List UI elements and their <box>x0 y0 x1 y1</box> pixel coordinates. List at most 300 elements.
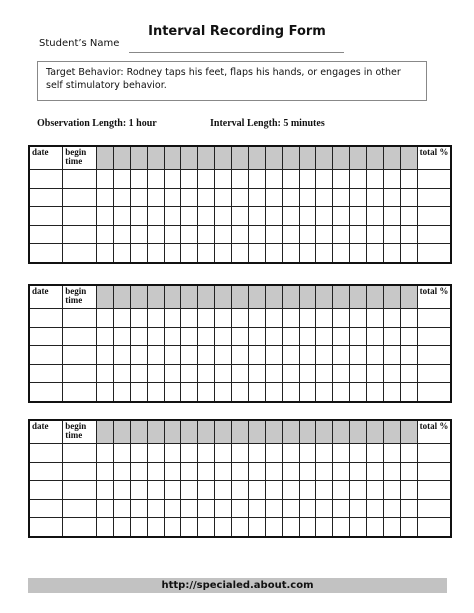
record-cell[interactable] <box>29 364 63 383</box>
record-cell[interactable] <box>181 327 198 346</box>
record-cell[interactable] <box>130 481 147 500</box>
record-cell[interactable] <box>350 207 367 226</box>
record-cell[interactable] <box>299 309 316 328</box>
record-cell[interactable] <box>367 225 384 244</box>
record-cell[interactable] <box>232 225 249 244</box>
record-cell[interactable] <box>383 346 400 365</box>
record-cell[interactable] <box>350 499 367 518</box>
record-cell[interactable] <box>400 207 417 226</box>
record-cell[interactable] <box>400 499 417 518</box>
record-cell[interactable] <box>299 364 316 383</box>
record-cell[interactable] <box>248 499 265 518</box>
record-cell[interactable] <box>147 327 164 346</box>
record-cell[interactable] <box>63 244 97 263</box>
record-cell[interactable] <box>97 170 114 189</box>
record-cell[interactable] <box>130 170 147 189</box>
record-cell[interactable] <box>181 188 198 207</box>
record-cell[interactable] <box>164 207 181 226</box>
record-cell[interactable] <box>383 499 400 518</box>
record-cell[interactable] <box>248 327 265 346</box>
record-cell[interactable] <box>215 462 232 481</box>
record-cell[interactable] <box>299 188 316 207</box>
record-cell[interactable] <box>164 309 181 328</box>
record-cell[interactable] <box>333 309 350 328</box>
record-cell[interactable] <box>383 462 400 481</box>
record-cell[interactable] <box>316 383 333 402</box>
record-cell[interactable] <box>198 499 215 518</box>
record-cell[interactable] <box>316 364 333 383</box>
record-cell[interactable] <box>164 188 181 207</box>
record-cell[interactable] <box>97 346 114 365</box>
record-cell[interactable] <box>130 327 147 346</box>
record-cell[interactable] <box>130 444 147 463</box>
record-cell[interactable] <box>333 364 350 383</box>
record-cell[interactable] <box>215 364 232 383</box>
record-cell[interactable] <box>282 499 299 518</box>
record-cell[interactable] <box>181 462 198 481</box>
record-cell[interactable] <box>97 518 114 537</box>
record-cell[interactable] <box>333 462 350 481</box>
record-cell[interactable] <box>417 444 451 463</box>
record-cell[interactable] <box>198 207 215 226</box>
record-cell[interactable] <box>400 244 417 263</box>
record-cell[interactable] <box>232 309 249 328</box>
record-cell[interactable] <box>113 188 130 207</box>
record-cell[interactable] <box>282 207 299 226</box>
record-cell[interactable] <box>367 244 384 263</box>
record-cell[interactable] <box>63 518 97 537</box>
record-cell[interactable] <box>198 444 215 463</box>
record-cell[interactable] <box>417 462 451 481</box>
record-cell[interactable] <box>417 346 451 365</box>
record-cell[interactable] <box>333 207 350 226</box>
record-cell[interactable] <box>147 499 164 518</box>
record-cell[interactable] <box>147 309 164 328</box>
record-cell[interactable] <box>198 481 215 500</box>
record-cell[interactable] <box>181 225 198 244</box>
record-cell[interactable] <box>113 346 130 365</box>
record-cell[interactable] <box>299 207 316 226</box>
record-cell[interactable] <box>265 225 282 244</box>
record-cell[interactable] <box>198 518 215 537</box>
record-cell[interactable] <box>113 207 130 226</box>
record-cell[interactable] <box>265 207 282 226</box>
record-cell[interactable] <box>97 364 114 383</box>
record-cell[interactable] <box>299 346 316 365</box>
record-cell[interactable] <box>29 207 63 226</box>
record-cell[interactable] <box>350 481 367 500</box>
record-cell[interactable] <box>299 481 316 500</box>
record-cell[interactable] <box>350 518 367 537</box>
record-cell[interactable] <box>248 444 265 463</box>
record-cell[interactable] <box>215 188 232 207</box>
record-cell[interactable] <box>282 225 299 244</box>
record-cell[interactable] <box>181 518 198 537</box>
record-cell[interactable] <box>232 346 249 365</box>
record-cell[interactable] <box>265 327 282 346</box>
record-cell[interactable] <box>232 207 249 226</box>
record-cell[interactable] <box>400 462 417 481</box>
record-cell[interactable] <box>215 309 232 328</box>
record-cell[interactable] <box>181 207 198 226</box>
record-cell[interactable] <box>198 244 215 263</box>
record-cell[interactable] <box>215 518 232 537</box>
record-cell[interactable] <box>29 444 63 463</box>
record-cell[interactable] <box>97 225 114 244</box>
record-cell[interactable] <box>333 170 350 189</box>
record-cell[interactable] <box>383 518 400 537</box>
record-cell[interactable] <box>400 518 417 537</box>
record-cell[interactable] <box>417 188 451 207</box>
record-cell[interactable] <box>232 327 249 346</box>
record-cell[interactable] <box>265 170 282 189</box>
record-cell[interactable] <box>350 225 367 244</box>
record-cell[interactable] <box>113 244 130 263</box>
record-cell[interactable] <box>248 170 265 189</box>
record-cell[interactable] <box>333 518 350 537</box>
record-cell[interactable] <box>113 462 130 481</box>
record-cell[interactable] <box>113 327 130 346</box>
record-cell[interactable] <box>282 364 299 383</box>
record-cell[interactable] <box>417 170 451 189</box>
record-cell[interactable] <box>63 225 97 244</box>
record-cell[interactable] <box>265 462 282 481</box>
record-cell[interactable] <box>367 462 384 481</box>
record-cell[interactable] <box>97 444 114 463</box>
record-cell[interactable] <box>350 383 367 402</box>
record-cell[interactable] <box>282 327 299 346</box>
record-cell[interactable] <box>29 518 63 537</box>
record-cell[interactable] <box>198 462 215 481</box>
record-cell[interactable] <box>417 481 451 500</box>
record-cell[interactable] <box>333 481 350 500</box>
record-cell[interactable] <box>350 444 367 463</box>
record-cell[interactable] <box>316 225 333 244</box>
record-cell[interactable] <box>29 225 63 244</box>
record-cell[interactable] <box>248 481 265 500</box>
record-cell[interactable] <box>316 309 333 328</box>
record-cell[interactable] <box>316 462 333 481</box>
record-cell[interactable] <box>417 364 451 383</box>
record-cell[interactable] <box>63 327 97 346</box>
record-cell[interactable] <box>164 364 181 383</box>
record-cell[interactable] <box>147 188 164 207</box>
record-cell[interactable] <box>29 499 63 518</box>
record-cell[interactable] <box>248 225 265 244</box>
record-cell[interactable] <box>29 383 63 402</box>
record-cell[interactable] <box>147 383 164 402</box>
record-cell[interactable] <box>29 462 63 481</box>
record-cell[interactable] <box>417 518 451 537</box>
record-cell[interactable] <box>181 244 198 263</box>
record-cell[interactable] <box>113 444 130 463</box>
record-cell[interactable] <box>130 207 147 226</box>
record-cell[interactable] <box>63 188 97 207</box>
record-cell[interactable] <box>383 309 400 328</box>
record-cell[interactable] <box>29 481 63 500</box>
record-cell[interactable] <box>299 444 316 463</box>
record-cell[interactable] <box>383 364 400 383</box>
record-cell[interactable] <box>282 309 299 328</box>
record-cell[interactable] <box>147 170 164 189</box>
record-cell[interactable] <box>248 244 265 263</box>
record-cell[interactable] <box>113 518 130 537</box>
record-cell[interactable] <box>198 383 215 402</box>
record-cell[interactable] <box>63 462 97 481</box>
record-cell[interactable] <box>265 499 282 518</box>
record-cell[interactable] <box>232 244 249 263</box>
record-cell[interactable] <box>147 225 164 244</box>
record-cell[interactable] <box>97 499 114 518</box>
record-cell[interactable] <box>232 383 249 402</box>
record-cell[interactable] <box>198 188 215 207</box>
record-cell[interactable] <box>215 499 232 518</box>
record-cell[interactable] <box>147 481 164 500</box>
record-cell[interactable] <box>215 383 232 402</box>
record-cell[interactable] <box>400 346 417 365</box>
record-cell[interactable] <box>113 499 130 518</box>
record-cell[interactable] <box>164 462 181 481</box>
record-cell[interactable] <box>232 444 249 463</box>
record-cell[interactable] <box>248 383 265 402</box>
record-cell[interactable] <box>147 364 164 383</box>
record-cell[interactable] <box>232 188 249 207</box>
record-cell[interactable] <box>383 207 400 226</box>
record-cell[interactable] <box>383 244 400 263</box>
record-cell[interactable] <box>282 481 299 500</box>
record-cell[interactable] <box>265 244 282 263</box>
record-cell[interactable] <box>232 170 249 189</box>
record-cell[interactable] <box>198 364 215 383</box>
record-cell[interactable] <box>63 346 97 365</box>
record-cell[interactable] <box>265 481 282 500</box>
record-cell[interactable] <box>400 481 417 500</box>
record-cell[interactable] <box>316 444 333 463</box>
record-cell[interactable] <box>164 225 181 244</box>
record-cell[interactable] <box>232 481 249 500</box>
record-cell[interactable] <box>400 364 417 383</box>
record-cell[interactable] <box>299 518 316 537</box>
record-cell[interactable] <box>400 444 417 463</box>
record-cell[interactable] <box>316 327 333 346</box>
record-cell[interactable] <box>400 309 417 328</box>
record-cell[interactable] <box>164 481 181 500</box>
record-cell[interactable] <box>164 170 181 189</box>
record-cell[interactable] <box>265 364 282 383</box>
record-cell[interactable] <box>63 444 97 463</box>
record-cell[interactable] <box>113 309 130 328</box>
record-cell[interactable] <box>316 170 333 189</box>
record-cell[interactable] <box>367 518 384 537</box>
record-cell[interactable] <box>97 207 114 226</box>
record-cell[interactable] <box>181 346 198 365</box>
record-cell[interactable] <box>130 346 147 365</box>
record-cell[interactable] <box>63 499 97 518</box>
record-cell[interactable] <box>181 481 198 500</box>
record-cell[interactable] <box>417 309 451 328</box>
record-cell[interactable] <box>97 462 114 481</box>
record-cell[interactable] <box>282 383 299 402</box>
record-cell[interactable] <box>164 499 181 518</box>
record-cell[interactable] <box>265 188 282 207</box>
record-cell[interactable] <box>248 518 265 537</box>
record-cell[interactable] <box>29 188 63 207</box>
record-cell[interactable] <box>198 327 215 346</box>
record-cell[interactable] <box>400 327 417 346</box>
record-cell[interactable] <box>333 444 350 463</box>
record-cell[interactable] <box>147 444 164 463</box>
record-cell[interactable] <box>164 327 181 346</box>
record-cell[interactable] <box>198 309 215 328</box>
record-cell[interactable] <box>97 383 114 402</box>
record-cell[interactable] <box>181 499 198 518</box>
record-cell[interactable] <box>147 518 164 537</box>
record-cell[interactable] <box>265 309 282 328</box>
record-cell[interactable] <box>181 309 198 328</box>
record-cell[interactable] <box>316 244 333 263</box>
record-cell[interactable] <box>299 499 316 518</box>
record-cell[interactable] <box>164 383 181 402</box>
record-cell[interactable] <box>316 207 333 226</box>
record-cell[interactable] <box>97 327 114 346</box>
record-cell[interactable] <box>232 364 249 383</box>
record-cell[interactable] <box>130 518 147 537</box>
record-cell[interactable] <box>400 383 417 402</box>
record-cell[interactable] <box>215 170 232 189</box>
record-cell[interactable] <box>215 244 232 263</box>
record-cell[interactable] <box>316 481 333 500</box>
record-cell[interactable] <box>367 188 384 207</box>
record-cell[interactable] <box>367 481 384 500</box>
record-cell[interactable] <box>282 518 299 537</box>
record-cell[interactable] <box>299 225 316 244</box>
record-cell[interactable] <box>63 364 97 383</box>
record-cell[interactable] <box>198 346 215 365</box>
record-cell[interactable] <box>383 188 400 207</box>
record-cell[interactable] <box>383 327 400 346</box>
record-cell[interactable] <box>333 499 350 518</box>
record-cell[interactable] <box>400 188 417 207</box>
record-cell[interactable] <box>130 499 147 518</box>
record-cell[interactable] <box>147 244 164 263</box>
record-cell[interactable] <box>367 383 384 402</box>
record-cell[interactable] <box>333 188 350 207</box>
record-cell[interactable] <box>265 346 282 365</box>
record-cell[interactable] <box>299 383 316 402</box>
record-cell[interactable] <box>215 225 232 244</box>
record-cell[interactable] <box>333 327 350 346</box>
record-cell[interactable] <box>29 170 63 189</box>
record-cell[interactable] <box>130 462 147 481</box>
record-cell[interactable] <box>164 346 181 365</box>
record-cell[interactable] <box>29 346 63 365</box>
record-cell[interactable] <box>164 444 181 463</box>
record-cell[interactable] <box>215 444 232 463</box>
record-cell[interactable] <box>63 481 97 500</box>
record-cell[interactable] <box>198 225 215 244</box>
record-cell[interactable] <box>63 207 97 226</box>
record-cell[interactable] <box>232 518 249 537</box>
record-cell[interactable] <box>400 225 417 244</box>
record-cell[interactable] <box>215 207 232 226</box>
record-cell[interactable] <box>29 309 63 328</box>
record-cell[interactable] <box>333 346 350 365</box>
record-cell[interactable] <box>181 170 198 189</box>
record-cell[interactable] <box>350 346 367 365</box>
record-cell[interactable] <box>130 225 147 244</box>
record-cell[interactable] <box>97 244 114 263</box>
record-cell[interactable] <box>350 364 367 383</box>
record-cell[interactable] <box>383 225 400 244</box>
record-cell[interactable] <box>282 462 299 481</box>
record-cell[interactable] <box>299 327 316 346</box>
record-cell[interactable] <box>147 346 164 365</box>
record-cell[interactable] <box>29 244 63 263</box>
record-cell[interactable] <box>97 188 114 207</box>
record-cell[interactable] <box>282 170 299 189</box>
record-cell[interactable] <box>181 383 198 402</box>
record-cell[interactable] <box>147 207 164 226</box>
record-cell[interactable] <box>164 244 181 263</box>
record-cell[interactable] <box>367 346 384 365</box>
record-cell[interactable] <box>299 170 316 189</box>
record-cell[interactable] <box>265 518 282 537</box>
record-cell[interactable] <box>383 170 400 189</box>
record-cell[interactable] <box>113 383 130 402</box>
record-cell[interactable] <box>248 188 265 207</box>
record-cell[interactable] <box>113 481 130 500</box>
record-cell[interactable] <box>350 244 367 263</box>
record-cell[interactable] <box>181 364 198 383</box>
record-cell[interactable] <box>248 207 265 226</box>
record-cell[interactable] <box>383 481 400 500</box>
record-cell[interactable] <box>97 309 114 328</box>
record-cell[interactable] <box>417 244 451 263</box>
record-cell[interactable] <box>367 309 384 328</box>
record-cell[interactable] <box>113 225 130 244</box>
record-cell[interactable] <box>417 327 451 346</box>
record-cell[interactable] <box>333 244 350 263</box>
record-cell[interactable] <box>350 462 367 481</box>
record-cell[interactable] <box>232 499 249 518</box>
record-cell[interactable] <box>130 309 147 328</box>
record-cell[interactable] <box>164 518 181 537</box>
record-cell[interactable] <box>215 327 232 346</box>
record-cell[interactable] <box>383 444 400 463</box>
record-cell[interactable] <box>367 364 384 383</box>
record-cell[interactable] <box>130 383 147 402</box>
record-cell[interactable] <box>367 170 384 189</box>
record-cell[interactable] <box>63 170 97 189</box>
record-cell[interactable] <box>316 346 333 365</box>
record-cell[interactable] <box>282 188 299 207</box>
record-cell[interactable] <box>316 518 333 537</box>
record-cell[interactable] <box>417 383 451 402</box>
record-cell[interactable] <box>63 383 97 402</box>
record-cell[interactable] <box>367 207 384 226</box>
record-cell[interactable] <box>29 327 63 346</box>
record-cell[interactable] <box>333 225 350 244</box>
record-cell[interactable] <box>215 481 232 500</box>
record-cell[interactable] <box>181 444 198 463</box>
record-cell[interactable] <box>367 499 384 518</box>
record-cell[interactable] <box>113 364 130 383</box>
record-cell[interactable] <box>265 383 282 402</box>
record-cell[interactable] <box>282 444 299 463</box>
record-cell[interactable] <box>130 364 147 383</box>
record-cell[interactable] <box>130 188 147 207</box>
record-cell[interactable] <box>198 170 215 189</box>
